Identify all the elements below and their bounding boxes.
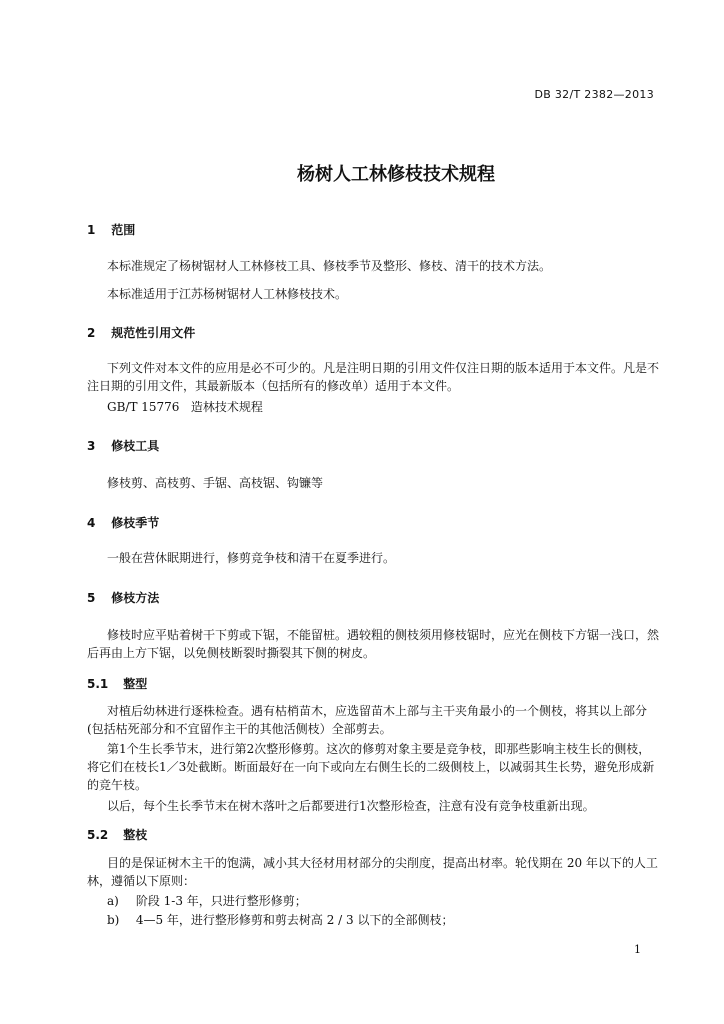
section-heading-2	[87, 324, 195, 341]
section-number: 1	[87, 223, 96, 237]
paragraph: 目的是保证树木主干的饱满，减小其大径材用材部分的尖削度，提高出材率。轮伐期在 20 年以下的人工林，遵循以下原则：	[87, 856, 658, 888]
list-marker: b)	[107, 913, 120, 927]
section-title: 修枝季节	[111, 516, 160, 530]
paragraph: 本标准适用于江苏杨树锯材人工林修枝技术。	[107, 287, 348, 301]
page-number: 1	[634, 943, 641, 956]
list-marker: a)	[107, 894, 119, 908]
section-heading-3	[87, 437, 159, 454]
section-title: 整枝	[123, 828, 148, 842]
paragraph: 一般在营休眠期进行，修剪竞争枝和清干在夏季进行。	[107, 551, 396, 565]
section-title: 整型	[123, 677, 148, 691]
list-item-text: 阶段 1-3 年，只进行整形修剪；	[135, 894, 307, 908]
standard-code: DB 32/T 2382—2013	[534, 88, 654, 101]
paragraph: 修枝剪、高枝剪、手锯、高枝锯、钩镰等	[107, 476, 324, 490]
section-heading-5-1	[87, 675, 147, 692]
reference-title: 造林技术规程	[190, 400, 263, 414]
list-item-text: 4—5 年，进行整形修剪和剪去树高 2 / 3 以下的全部侧枝；	[135, 913, 454, 927]
section-title: 范围	[111, 223, 136, 237]
section-title: 修枝方法	[111, 591, 160, 605]
paragraph: 修枝时应平贴着树干下剪或下锯，不能留桩。遇较粗的侧枝须用修枝锯时，应光在侧枝下方锯一浅口，然后再由上方下锯，以免侧枝断裂时撕裂其下侧的树皮。	[87, 628, 660, 660]
section-heading-1	[87, 221, 135, 238]
section-number: 3	[87, 439, 96, 453]
section-heading-5-2	[87, 826, 147, 843]
section-title: 修枝工具	[111, 439, 160, 453]
paragraph: 本标准规定了杨树锯材人工林修枝工具、修枝季节及整形、修枝、清干的技术方法。	[107, 259, 552, 273]
section-number: 5	[87, 591, 96, 605]
section-heading-5	[87, 589, 159, 606]
document-title: 杨树人工林修枝技术规程	[297, 164, 495, 185]
reference-code: GB/T 15776	[107, 400, 180, 414]
section-number: 4	[87, 516, 96, 530]
paragraph: 下列文件对本文件的应用是必不可少的。凡是注明日期的引用文件仅注日期的版本适用于本文件。凡是不注日期的引用文件，其最新版本（包括所有的修改单）适用于本文件。	[87, 361, 660, 393]
paragraph: 第1个生长季节末，进行第2次整形修剪。这次的修剪对象主要是竞争枝，即那些影响主枝生长的侧枝，将它们在枝长1／3处截断。断面最好在一向下或向左右侧生长的二级侧枝上，以减弱其生长势，避免形成新的竞午枝。	[87, 742, 655, 792]
section-number: 5.1	[87, 677, 109, 691]
paragraph: 对植后幼林进行逐株检查。遇有枯梢苗木，应选留苗木上部与主干夹角最小的一个侧枝，将其以上部分(包括枯死部分和不宜留作主干的其他活侧枝）全部剪去。	[87, 704, 648, 736]
section-title: 规范性引用文件	[111, 326, 196, 340]
section-heading-4	[87, 514, 159, 531]
normative-reference	[107, 398, 263, 415]
list-item	[107, 892, 307, 909]
section-number: 2	[87, 326, 96, 340]
paragraph: 以后，每个生长季节末在树木落叶之后都要进行1次整形检查，注意有没有竞争枝重新出现。	[107, 799, 595, 813]
list-item	[107, 911, 453, 928]
section-number: 5.2	[87, 828, 109, 842]
